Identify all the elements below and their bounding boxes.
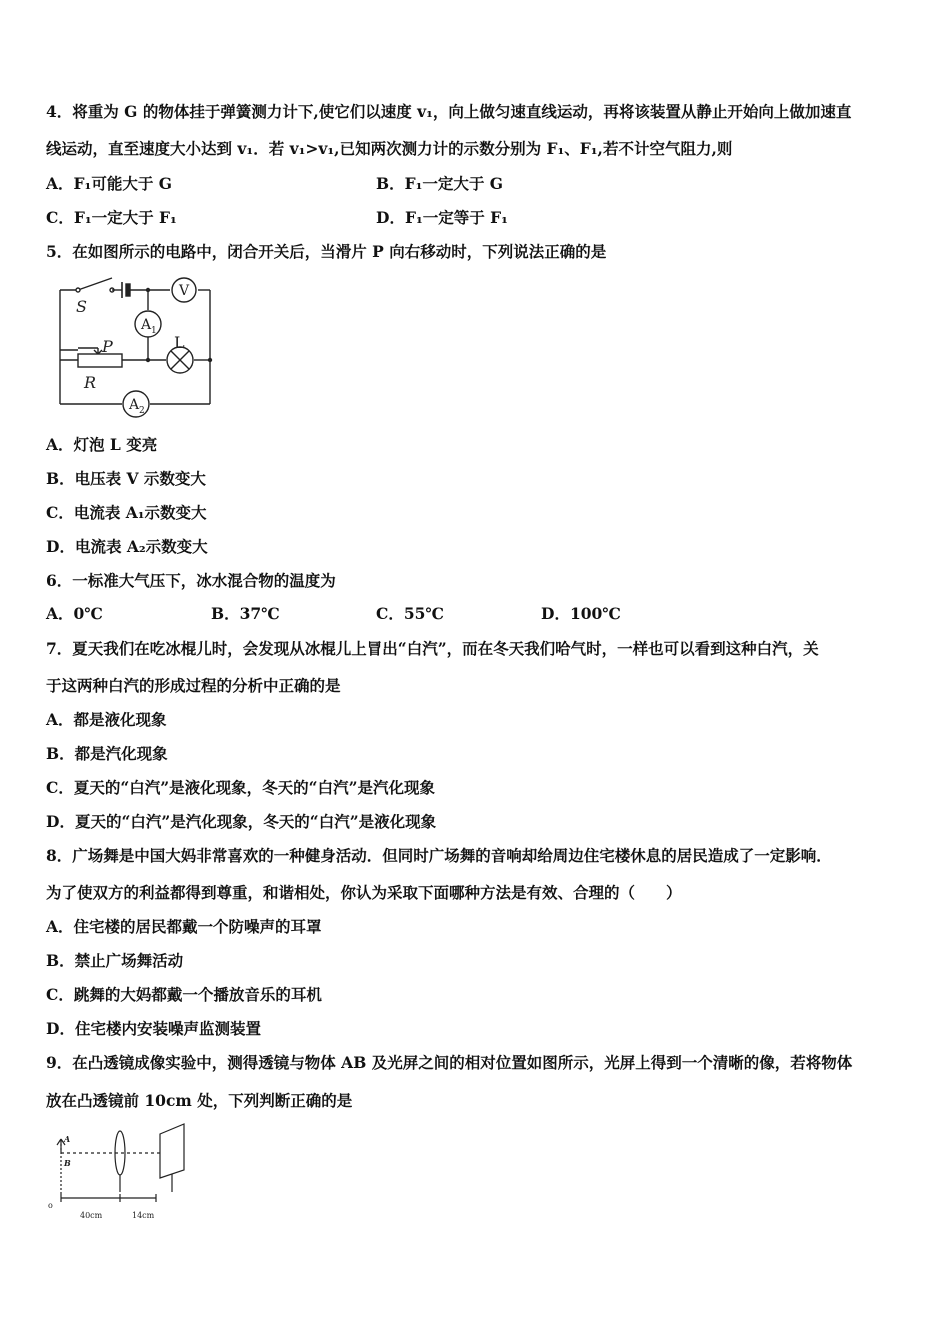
q8-option-c: C．跳舞的大妈都戴一个播放音乐的耳机 [46,985,322,1004]
q6-stem: 6．一标准大气压下，冰水混合物的温度为 [46,571,336,590]
q5-ammeter2-sub: 2 [139,406,145,416]
q7-option-d: D．夏天的“白汽”是汽化现象，冬天的“白汽”是液化现象 [46,812,437,831]
q7-option-b: B．都是汽化现象 [46,744,168,763]
q9-stem-line1: 9．在凸透镜成像实验中，测得透镜与物体 AB 及光屏之间的相对位置如图所示，光屏上得到一个清晰的像，若将物体 [46,1053,853,1072]
q6-option-b: B．37℃ [211,604,280,623]
q9-origin-label: o [48,1201,53,1210]
q5-option-c: C．电流表 A₁示数变大 [46,503,207,522]
q9-label-a: A [64,1134,71,1144]
q5-label-l: L [174,333,185,352]
q5-option-d: D．电流表 A₂示数变大 [46,537,208,556]
q8-option-d: D．住宅楼内安装噪声监测装置 [46,1019,261,1038]
q8-stem-line2: 为了使双方的利益都得到尊重，和谐相处，你认为采取下面哪种方法是有效、合理的（ ） [46,883,682,902]
q5-option-b: B．电压表 V 示数变大 [46,469,206,488]
q6-option-c: C．55℃ [376,604,444,623]
q7-stem-line1: 7．夏天我们在吃冰棍儿时，会发现从冰棍儿上冒出“白汽”，而在冬天我们哈气时，一样也可以看到这种白汽，关 [46,639,819,658]
q4-option-d: D．F₁一定等于 F₁ [376,208,508,227]
q5-circuit-diagram [50,270,220,420]
q9-label-b: B [64,1158,71,1168]
q5-ammeter2-label: A [129,397,140,413]
q4-stem-line2: 线运动，直至速度大小达到 v₁．若 v₁>v₁,已知两次测力计的示数分别为 F₁、F₁,若不计空气阻力,则 [46,139,733,158]
q9-stem-line2: 放在凸透镜前 10cm 处，下列判断正确的是 [46,1091,353,1110]
q8-stem-line1: 8．广场舞是中国大妈非常喜欢的一种健身活动．但同时广场舞的音响却给周边住宅楼休息的居民造成了一定影响． [46,846,832,865]
q5-label-s: S [76,297,87,316]
q6-option-d: D．100℃ [541,604,621,623]
q7-option-c: C．夏天的“白汽”是液化现象，冬天的“白汽”是汽化现象 [46,778,436,797]
q4-option-a: A．F₁可能大于 G [46,174,172,193]
q4-option-b: B．F₁一定大于 G [376,174,504,193]
q7-stem-line2: 于这两种白汽的形成过程的分析中正确的是 [46,676,341,695]
q8-option-b: B．禁止广场舞活动 [46,951,184,970]
q5-ammeter1-sub: 1 [151,326,157,336]
q6-option-a: A．0℃ [46,604,103,623]
q5-voltmeter-label: V [179,283,190,299]
q5-label-p: P [102,337,113,356]
q5-ammeter1-label: A [141,317,152,333]
q9-dist2-label: 14cm [132,1211,155,1220]
q4-option-c: C．F₁一定大于 F₁ [46,208,177,227]
q8-option-a: A．住宅楼的居民都戴一个防噪声的耳罩 [46,917,322,936]
q5-label-r: R [84,373,97,392]
q9-dist1-label: 40cm [80,1211,103,1220]
q9-lens-diagram [44,1120,204,1226]
q5-stem: 5．在如图所示的电路中，闭合开关后，当滑片 P 向右移动时，下列说法正确的是 [46,242,607,261]
q5-option-a: A．灯泡 L 变亮 [46,435,158,454]
q7-option-a: A．都是液化现象 [46,710,167,729]
q4-stem-line1: 4．将重为 G 的物体挂于弹簧测力计下,使它们以速度 v₁，向上做匀速直线运动，再将该装置从静止开始向上做加速直 [46,102,852,121]
